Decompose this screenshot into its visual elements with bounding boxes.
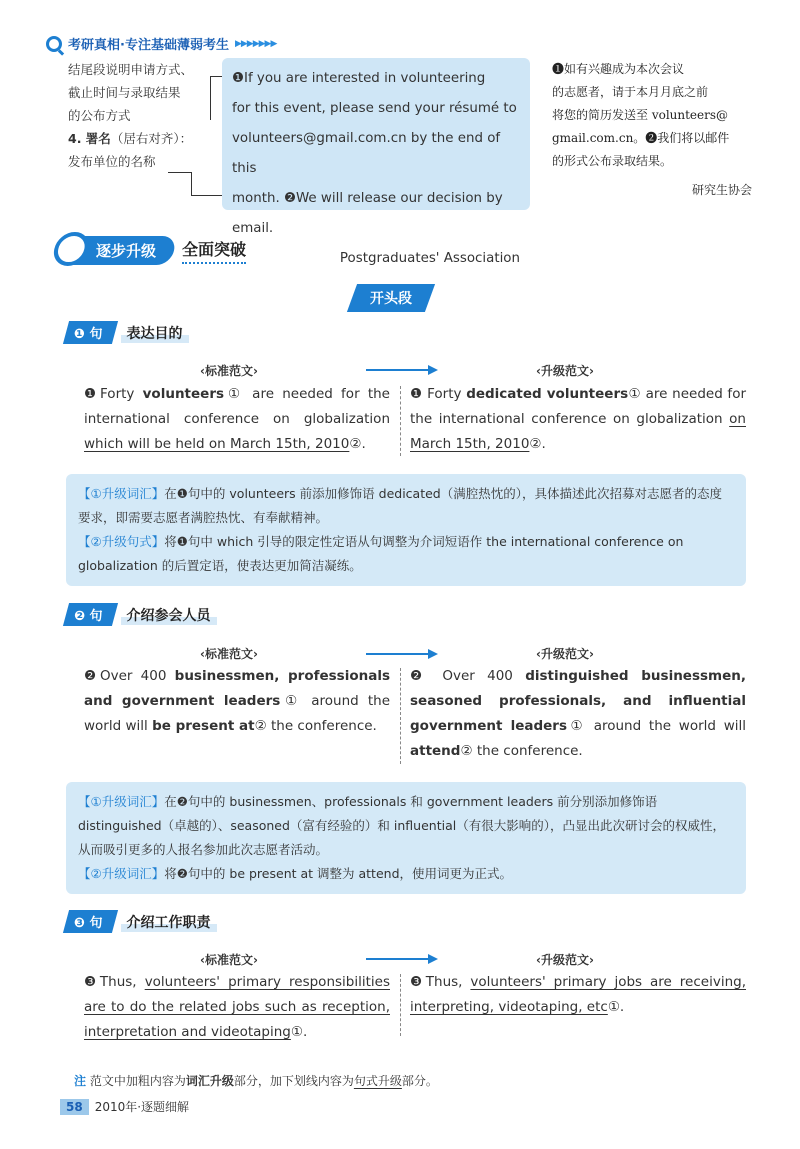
- arrow-line: [366, 653, 428, 655]
- explanation-box: [66, 474, 746, 586]
- explanation-text: 将❷句中的 be present at 调整为 attend，使用词更为正式。: [164, 866, 513, 881]
- note-line: 的公布方式: [68, 108, 131, 123]
- sentence-title: 介绍工作职责: [121, 912, 217, 932]
- explanation-text: 在❶句中的 volunteers 前添加修饰语 dedicated（满腔热忱的），具体描述此次招募对志愿者的态度要求，即需要志愿者满腔热忱、有奉献精神。: [78, 486, 722, 525]
- bold-run: distinguished businessmen, seasoned professionals, and influential government leaders: [410, 668, 747, 734]
- standard-heading: ‹标准范文›: [200, 364, 258, 378]
- translation-line: ❶如有兴趣成为本次会议: [552, 62, 685, 76]
- text-run: ❸Thus,: [84, 974, 145, 990]
- translation-line: gmail.com.cn。❷我们将以邮件: [552, 131, 730, 145]
- underlined-run: on March 15th, 2010: [410, 411, 746, 452]
- note-line: [68, 127, 193, 150]
- letter-line: ❶If you are interested in volunteering: [232, 71, 486, 86]
- header-text: 考研真相·专注基础薄弱考生: [68, 38, 229, 53]
- explanation-tag: 【①升级词汇】: [78, 486, 165, 501]
- connector-line: [168, 172, 192, 173]
- upgraded-sentence: [410, 664, 746, 764]
- page-number: 58: [60, 1099, 89, 1115]
- sentence-number-text: ❷ 句: [74, 609, 103, 624]
- translation-line: 的志愿者，请于本月月底之前: [552, 85, 709, 99]
- explanation-item: [78, 482, 734, 530]
- explanation-item: [78, 862, 734, 886]
- underlined-run: volunteers' primary jobs are receiving, interpreting, videotaping, etc: [410, 974, 747, 1015]
- text-run: ① around the world will: [84, 693, 391, 734]
- sentence-number-text: ❸ 句: [74, 916, 103, 931]
- text-run: ① are needed for the international conference on globalization: [84, 386, 390, 427]
- upgraded-heading: ‹升级范文›: [536, 364, 594, 378]
- footnote-text: 范文中加粗内容为: [86, 1074, 186, 1088]
- circle-icon: [51, 232, 92, 266]
- sentence-title: 表达目的: [121, 323, 189, 343]
- section-badge: [59, 236, 177, 265]
- translation-signature: 研究生协会: [691, 183, 752, 197]
- sentence-title: 介绍参会人员: [121, 605, 217, 625]
- explanation-item: [78, 530, 734, 578]
- footnote-text: 部分。: [401, 1074, 438, 1088]
- bold-run: businessmen, professionals and government leaders: [84, 668, 390, 709]
- upgraded-heading: ‹升级范文›: [536, 953, 594, 967]
- footnote: [74, 1072, 438, 1089]
- arrow-line: [366, 369, 428, 371]
- structure-notes: [68, 58, 193, 173]
- header-arrows: ▶▶▶▶▶▶▶: [234, 38, 277, 49]
- standard-sentence: [84, 970, 390, 1045]
- note-paren: （居右对齐）：: [110, 131, 193, 146]
- upgraded-sentence: [410, 970, 746, 1020]
- text-run: ❸Thus,: [410, 974, 471, 990]
- sentence-number: [63, 603, 118, 626]
- explanation-box: [66, 782, 746, 894]
- search-icon: [46, 36, 62, 52]
- letter-translation: [552, 58, 752, 202]
- arrow-line: [366, 958, 428, 960]
- underlined-run: which will be held on March 15th, 2010: [84, 436, 350, 452]
- note-line: 结尾段说明申请方式、: [68, 62, 194, 77]
- text-run: ① are needed for the international conference on globalization: [410, 386, 746, 427]
- translation-line: 的形式公布录取结果。: [552, 154, 673, 168]
- explanation-tag: 【①升级词汇】: [78, 794, 165, 809]
- arrow-right-icon: [428, 954, 438, 964]
- connector-line: [210, 76, 212, 120]
- explanation-item: [78, 790, 734, 862]
- bold-run: attend: [410, 743, 461, 759]
- column-divider: [400, 974, 401, 1036]
- explanation-tag: 【②升级词汇】: [78, 866, 165, 881]
- text-run: ②.: [529, 436, 546, 452]
- text-run: ①.: [290, 1024, 308, 1040]
- sentence-heading: [66, 603, 217, 626]
- explanation-text: 将❶句中 which 引导的限定性定语从句调整为介词短语作 the international conference on globalization 的后置定语，使表达更加简洁凝练。: [78, 534, 684, 573]
- text-run: ②.: [349, 436, 366, 452]
- footnote-mark: 注: [74, 1074, 87, 1088]
- letter-excerpt: [222, 58, 530, 266]
- arrow-right-icon: [428, 365, 438, 375]
- connector-line: [191, 172, 192, 196]
- letter-line: volunteers@gmail.com.cn by the end of this: [232, 131, 501, 176]
- standard-sentence: [84, 382, 390, 457]
- letter-line: for this event, please send your résumé to: [232, 101, 517, 116]
- text-run: ❶ Forty: [410, 386, 467, 402]
- column-divider: [400, 668, 401, 764]
- upgraded-sentence: [410, 382, 746, 457]
- segment-label: [347, 284, 435, 312]
- standard-sentence: [84, 664, 390, 739]
- text-run: ❷ Over 400: [410, 668, 526, 684]
- footnote-bold: 词汇升级: [185, 1074, 234, 1088]
- explanation-tag: 【②升级句式】: [78, 534, 165, 549]
- sentence-heading: [66, 321, 189, 344]
- bold-run: dedicated volunteers: [466, 386, 629, 402]
- bold-run: volunteers: [142, 386, 225, 402]
- note-bold: 4. 署名: [68, 131, 111, 146]
- sentence-number: [63, 321, 118, 344]
- upgraded-heading: ‹升级范文›: [536, 647, 594, 661]
- note-line: 发布单位的名称: [68, 154, 156, 169]
- translation-line: 将您的简历发送至 volunteers@: [552, 108, 729, 122]
- sentence-heading: [66, 910, 217, 933]
- text-run: ② the conference.: [460, 743, 583, 759]
- segment-text: 开头段: [370, 291, 412, 307]
- section-banner: [62, 236, 246, 265]
- standard-heading: ‹标准范文›: [200, 647, 258, 661]
- arrow-right-icon: [428, 649, 438, 659]
- sentence-number-text: ❶ 句: [74, 327, 103, 342]
- explanation-text: 在❷句中的 businessmen、professionals 和 government leaders 前分别添加修饰语 distinguished（卓越的）、seasoned（富有经验的）和 influential（有很大影响的），凸显出此次研讨会的权威性，从而吸引更多的人报名参加此次志愿者活动。: [78, 794, 725, 857]
- underlined-run: volunteers' primary responsibilities are to do the related jobs such as reception, interpretation and videotaping: [84, 974, 390, 1040]
- page-footer: [60, 1098, 189, 1115]
- text-run: ② the conference.: [254, 718, 377, 734]
- page-footer-text: 2010年·逐题细解: [94, 1100, 190, 1114]
- page-header: [46, 34, 276, 53]
- standard-heading: ‹标准范文›: [200, 953, 258, 967]
- letter-signature: Postgraduates' Association: [339, 251, 520, 266]
- footnote-text: 部分，加下划线内容为: [233, 1074, 354, 1088]
- footnote-underlined: 句式升级: [353, 1074, 402, 1088]
- column-divider: [400, 386, 401, 456]
- section-badge-label: 逐步升级: [96, 242, 157, 260]
- section-subtitle: 全面突破: [182, 237, 246, 264]
- text-run: ① around the world will: [567, 718, 746, 734]
- sentence-number: [63, 910, 118, 933]
- bold-run: be present at: [152, 718, 255, 734]
- text-run: ❶Forty: [84, 386, 143, 402]
- text-run: ①.: [607, 999, 625, 1015]
- letter-line: month. ❷We will release our decision by email.: [232, 191, 503, 236]
- text-run: ❷Over 400: [84, 668, 175, 684]
- note-line: 截止时间与录取结果: [68, 85, 181, 100]
